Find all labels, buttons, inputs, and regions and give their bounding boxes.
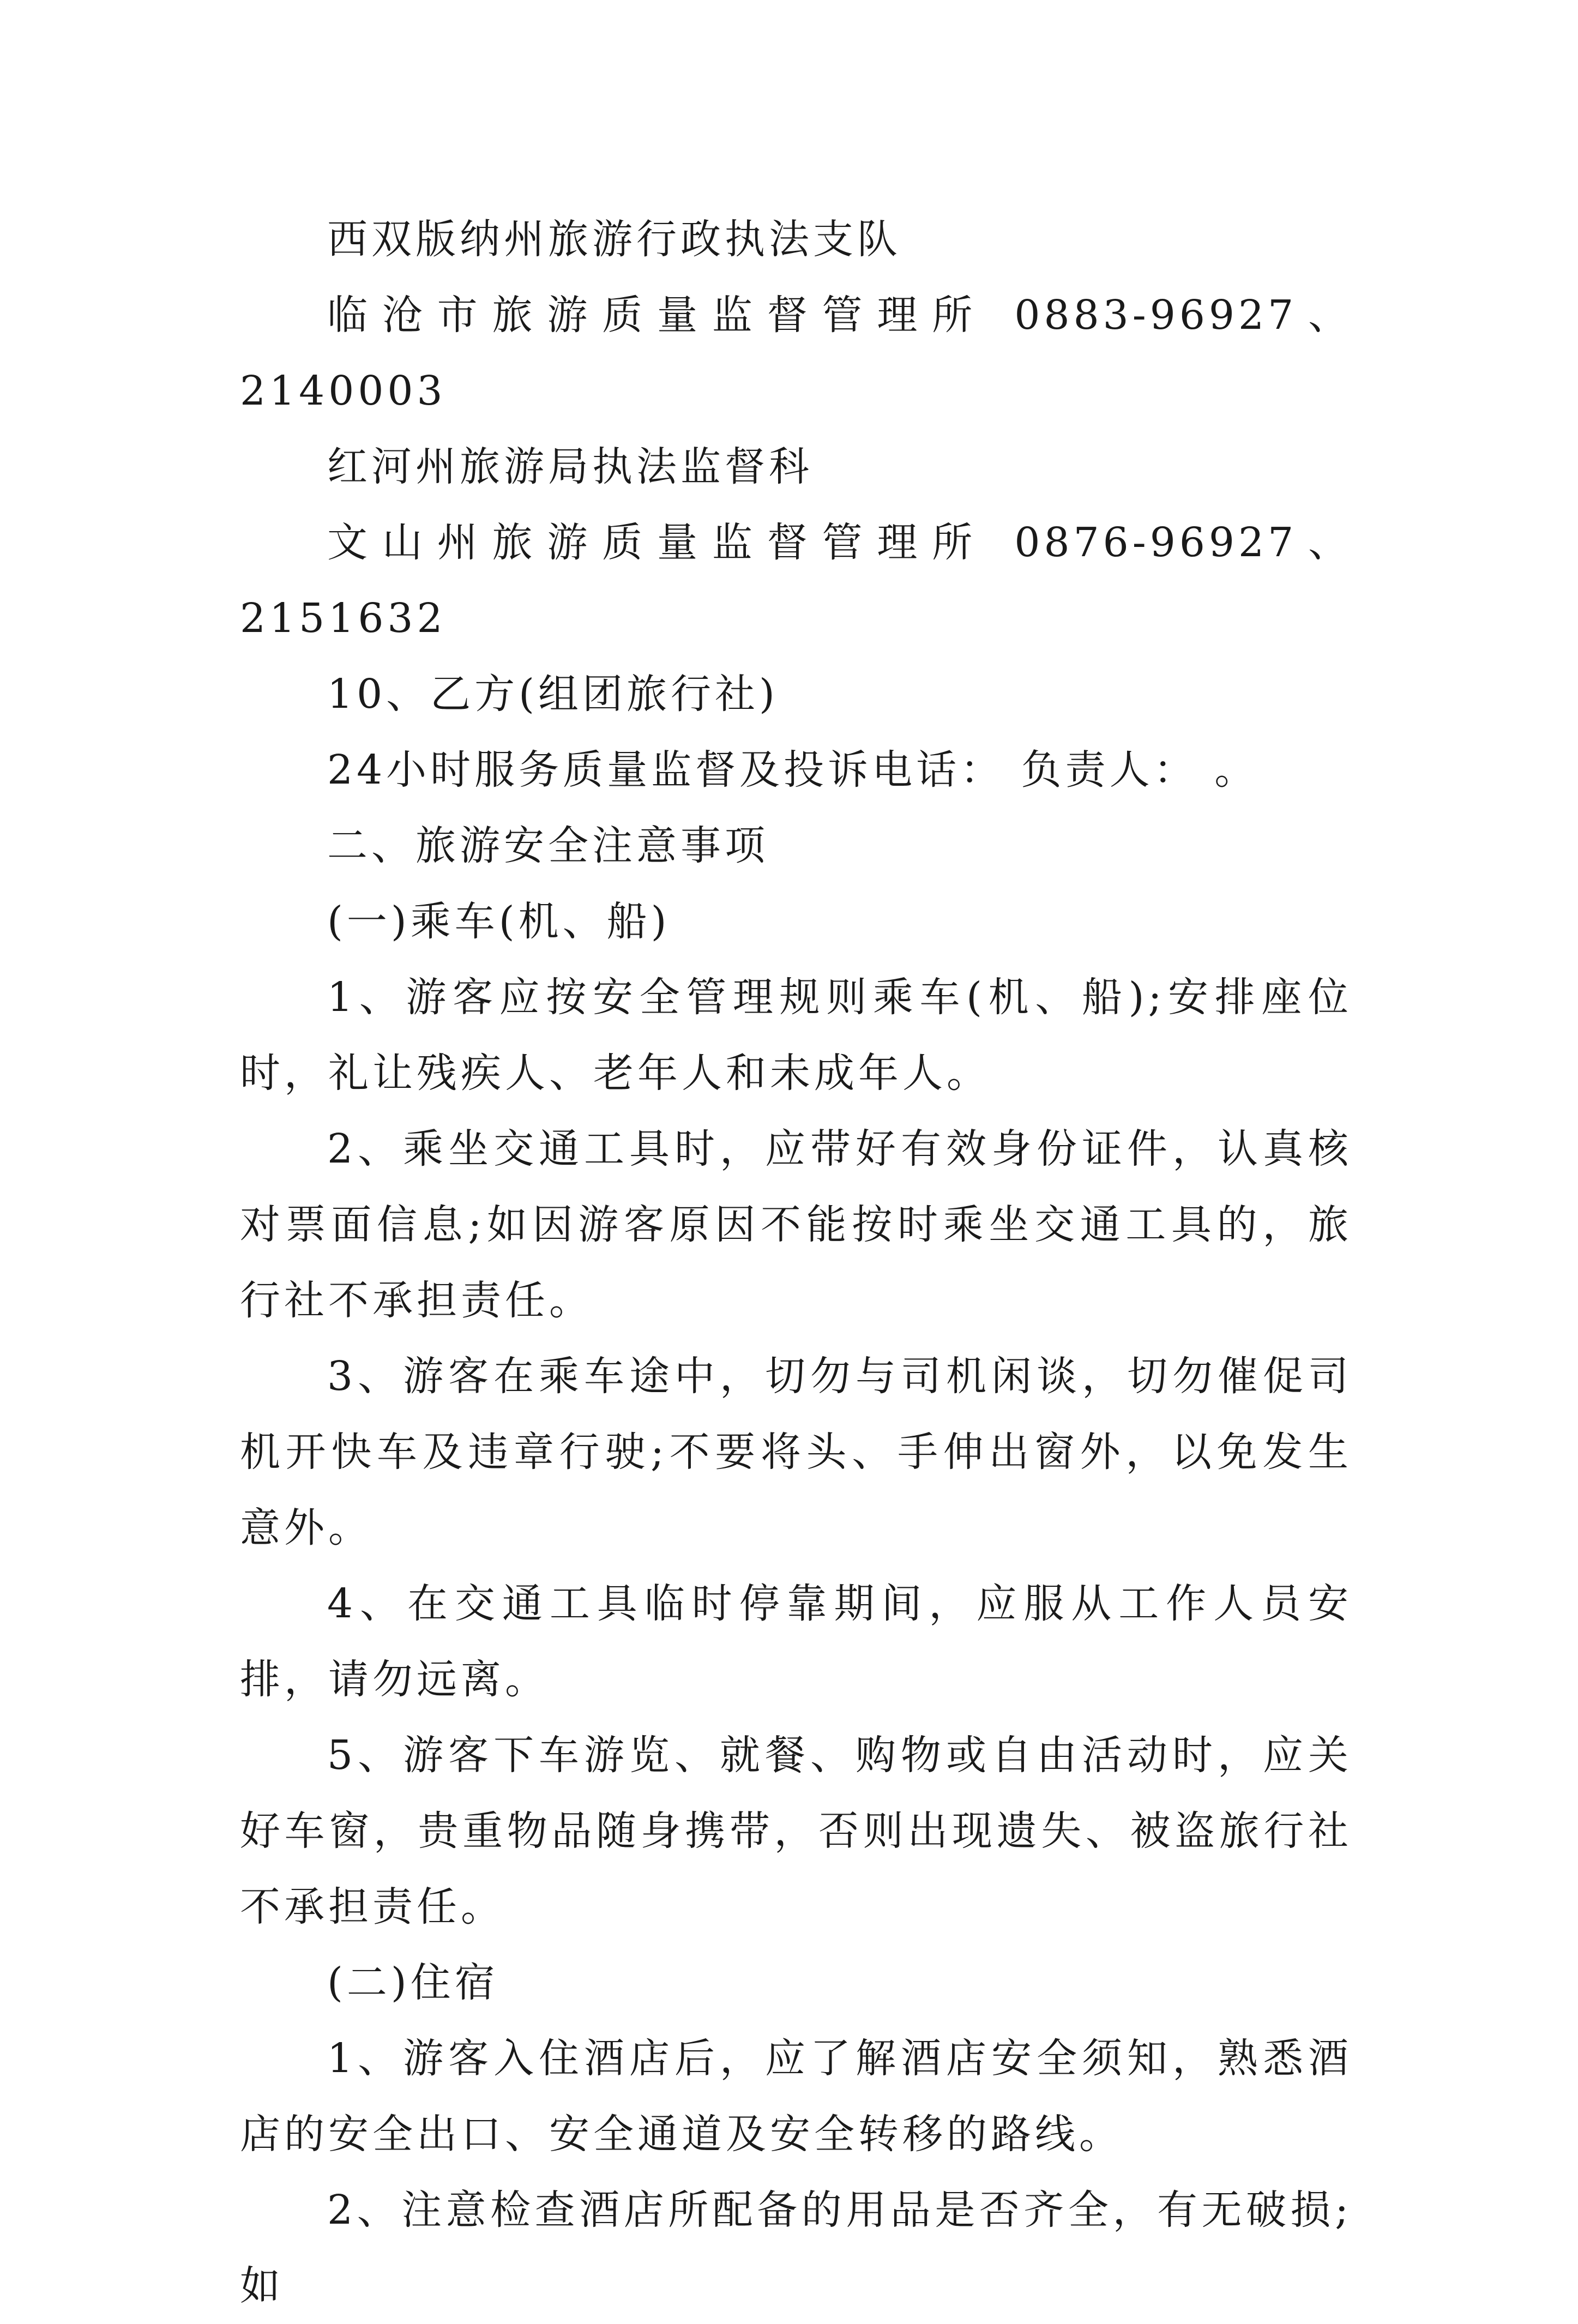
paragraph-lincang-quality-office: 临沧市旅游质量监督管理所 0883-96927、2140003 [240, 292, 1352, 414]
document-body [240, 202, 1352, 2324]
paragraph-transport-rule-1: 1、游客应按安全管理规则乘车(机、船);安排座位时，礼让残疾人、老年人和未成年人。 [240, 974, 1352, 1097]
subsection-heading-transport: (一)乘车(机、船) [327, 898, 671, 945]
paragraph-party-b: 10、乙方(组团旅行社) [327, 671, 779, 718]
paragraph-transport-rule-5: 5、游客下车游览、就餐、购物或自由活动时，应关好车窗，贵重物品随身携带，否则出现遗失、被盗旅行社不承担责任。 [240, 1732, 1352, 1930]
paragraph-wenshan-quality-office: 文山州旅游质量监督管理所 0876-96927、2151632 [240, 519, 1352, 642]
paragraph-lodging-rule-1: 1、游客入住酒店后，应了解酒店安全须知，熟悉酒店的安全出口、安全通道及安全转移的路线。 [240, 2035, 1352, 2158]
paragraph-xishuangbanna-enforcement: 西双版纳州旅游行政执法支队 [327, 216, 901, 263]
paragraph-lodging-rule-2: 2、注意检查酒店所配备的用品是否齐全，有无破损;如 [240, 2187, 1352, 2309]
subsection-heading-lodging: (二)住宿 [327, 1959, 499, 2006]
paragraph-honghe-enforcement: 红河州旅游局执法监督科 [327, 443, 813, 490]
paragraph-transport-rule-4: 4、在交通工具临时停靠期间，应服从工作人员安排，请勿远离。 [240, 1580, 1352, 1703]
section-heading-safety: 二、旅游安全注意事项 [327, 822, 769, 869]
paragraph-transport-rule-2: 2、乘坐交通工具时，应带好有效身份证件，认真核对票面信息;如因游客原因不能按时乘坐交通工具的，旅行社不承担责任。 [240, 1125, 1352, 1324]
paragraph-complaint-hotline: 24小时服务质量监督及投诉电话： 负责人： 。 [327, 746, 1259, 793]
paragraph-transport-rule-3: 3、游客在乘车途中，切勿与司机闲谈，切勿催促司机开快车及违章行驶;不要将头、手伸出窗外，以免发生意外。 [240, 1353, 1352, 1551]
